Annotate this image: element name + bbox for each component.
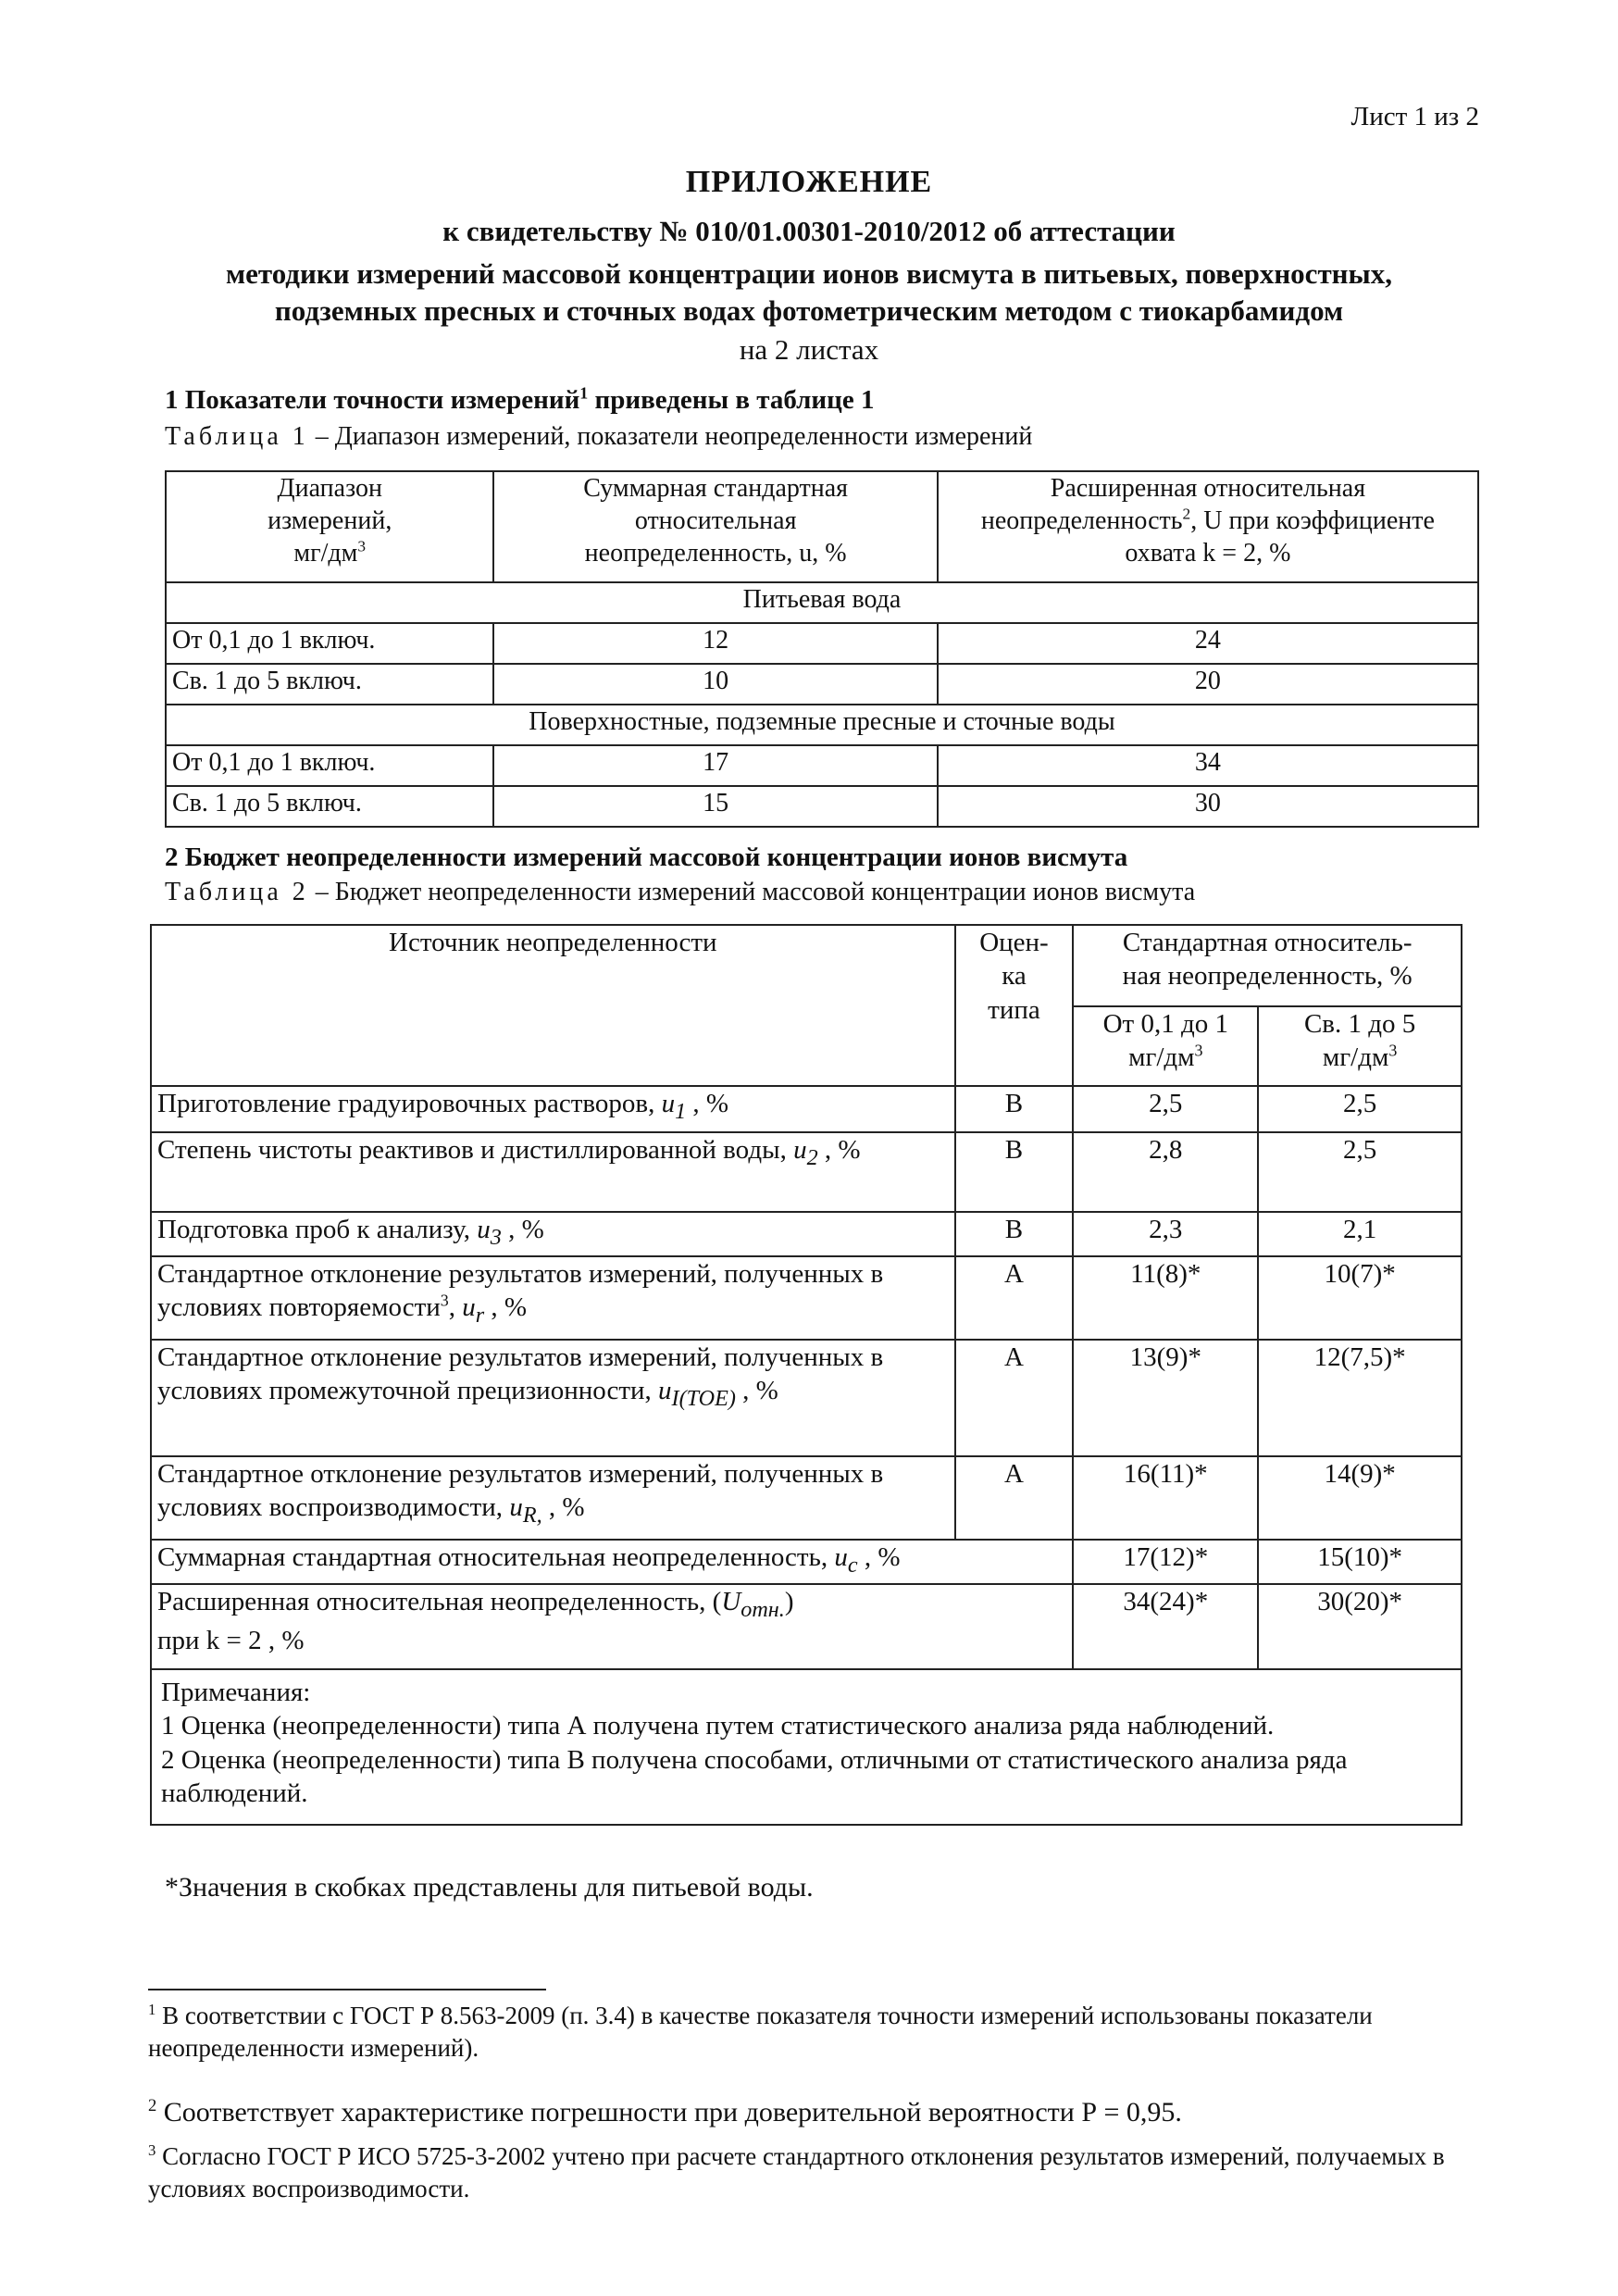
method-line-2: подземных пресных и сточных водах фотометрическим методом с тиокарбамидом [274,294,1344,327]
section1-heading-tail: приведены в таблице 1 [588,385,875,415]
value-cell: 11(8)* [1073,1256,1258,1340]
table-row [166,623,1478,664]
range-cell: От 0,1 до 1 включ. [166,623,493,664]
type-cell: В [955,1212,1074,1256]
notes-title: Примечания: [161,1678,311,1707]
footnote-item: $^2$ Соответствует характеристике погрешности при доверительной вероятности Р = 0,95. [148,2096,1182,2128]
table-row [151,1086,1462,1132]
table1-caption-text: – Диапазон измерений, показатели неопределенности измерений [308,422,1033,451]
table1-caption-label: Таблица 1 [165,422,309,451]
value-cell: 2,5 [1258,1132,1462,1212]
type-cell: А [955,1256,1074,1340]
u-cell: 10 [493,664,937,705]
col-range1-header: От 0,1 до 1 $мг/дм^3$ [1073,1006,1258,1086]
range-cell: От 0,1 до 1 включ. [166,745,493,786]
method-line-1: методики измерений массовой концентрации ионов висмута в питьевых, поверхностных, [226,257,1392,290]
source-cell: Стандартное отклонение результатов измерений, полученных в условиях промежуточной прецизионности, $u_{I(TOE)}$ , % [151,1340,955,1456]
group-row [166,582,1478,623]
range-header: Диапазон измерений, $мг/дм^3$ [166,471,493,582]
table-row [151,1132,1462,1212]
certificate-line: к свидетельству № 010/01.00301-2010/2012 об аттестации [442,215,1176,247]
u-cell: 12 [493,623,937,664]
table-row [151,1256,1462,1340]
table2-caption-label: Таблица 2 [165,878,309,906]
section2-heading: 2 Бюджет неопределенности измерений массовой концентрации ионов висмута [165,842,1128,872]
U-cell: 34 [938,745,1478,786]
notes-row [151,1669,1462,1825]
expanded-row [151,1584,1462,1669]
u-cell: 17 [493,745,937,786]
value-cell: 13(9)* [1073,1340,1258,1456]
accuracy-table [165,470,1479,828]
value-cell: 2,5 [1258,1086,1462,1132]
range-cell: Св. 1 до 5 включ. [166,664,493,705]
value-cell: 34(24)* [1073,1584,1258,1669]
uncertainty-budget-table [150,924,1462,1826]
value-cell: 2,8 [1073,1132,1258,1212]
footnote-item: $^3$ Согласно ГОСТ Р ИСО 5725-3-2002 учтено при расчете стандартного отклонения результатов измерений, получаемых в условиях воспроизводимости. [148,2141,1445,2203]
U-cell: 30 [938,786,1478,827]
table-header-row [166,471,1478,582]
sheet-number: Лист 1 из 2 [1350,102,1479,131]
u-cell: 15 [493,786,937,827]
footnote-ref: 1 [579,383,589,403]
value-cell: 15(10)* [1258,1540,1462,1584]
value-cell: 17(12)* [1073,1540,1258,1584]
U-cell: 24 [938,623,1478,664]
source-cell: Подготовка проб к анализу, $u_3$ , % [151,1212,955,1256]
footnote-item: $^1$ В соответствии с ГОСТ Р 8.563-2009 (п. 3.4) в качестве показателя точности измерений использованы показатели неопределенности измерений). [148,2001,1373,2063]
sum-label-cell: Суммарная стандартная относительная неопределенность, $u_c$ , % [151,1540,1073,1584]
table-row [151,1340,1462,1456]
table-row [166,745,1478,786]
section1-heading [165,385,874,416]
table1-caption [165,422,1032,452]
group-drinking-water: Питьевая вода [166,582,1478,623]
value-cell: 2,3 [1073,1212,1258,1256]
table-row [166,786,1478,827]
group-surface-water: Поверхностные, подземные пресные и сточные воды [166,705,1478,745]
table2-caption-text: – Бюджет неопределенности измерений массовой концентрации ионов висмута [308,878,1196,906]
footnote-divider [148,1989,546,1990]
source-cell: Стандартное отклонение результатов измерений, полученных в условиях повторяемости$^3$, $u_r$ , % [151,1256,955,1340]
note-item: 1 Оценка (неопределенности) типа А получена путем статистического анализа ряда наблюдений. [161,1711,1275,1741]
group-row [166,705,1478,745]
notes-cell [151,1669,1462,1825]
value-cell: 16(11)* [1073,1456,1258,1540]
table-row [166,664,1478,705]
value-cell: 2,1 [1258,1212,1462,1256]
table-row [151,1456,1462,1540]
col-range2-header: Св. 1 до 5 $мг/дм^3$ [1258,1006,1462,1086]
pages-count: на 2 листах [739,333,879,366]
source-header: Источник неопределенности [151,925,955,1086]
type-cell: В [955,1086,1074,1132]
source-cell: Приготовление градуировочных растворов, $u_1$ , % [151,1086,955,1132]
table-header-row [151,925,1462,1006]
type-header: Оцен- ка типа [955,925,1074,1086]
section1-heading-text: 1 Показатели точности измерений [165,385,580,415]
expanded-uncertainty-header: Расширенная относительная неопределенность$^2$, U при коэффициенте охвата k = 2, % [938,471,1478,582]
value-cell: 30(20)* [1258,1584,1462,1669]
value-cell: 10(7)* [1258,1256,1462,1340]
sum-row [151,1540,1462,1584]
type-cell: А [955,1456,1074,1540]
table-row [151,1212,1462,1256]
source-cell: Степень чистоты реактивов и дистиллированной воды, $u_2$ , % [151,1132,955,1212]
value-cell: 12(7,5)* [1258,1340,1462,1456]
std-uncertainty-header: Стандартная относитель- ная неопределенность, % [1073,925,1462,1006]
type-cell: В [955,1132,1074,1212]
table2-caption [165,878,1195,907]
source-cell: Стандартное отклонение результатов измерений, полученных в условиях воспроизводимости, $u_{R,}$ , % [151,1456,955,1540]
value-cell: 14(9)* [1258,1456,1462,1540]
U-cell: 20 [938,664,1478,705]
range-cell: Св. 1 до 5 включ. [166,786,493,827]
value-cell: 2,5 [1073,1086,1258,1132]
combined-uncertainty-header: Суммарная стандартная относительная неопределенность, u, % [493,471,937,582]
star-note: *Значения в скобках представлены для питьевой воды. [165,1872,814,1903]
document-title: ПРИЛОЖЕНИЕ [685,165,933,199]
expanded-label-cell: Расширенная относительная неопределенность, $(U_{отн.})$ при k = 2 , % [151,1584,1073,1669]
type-cell: А [955,1340,1074,1456]
note-item: 2 Оценка (неопределенности) типа В получена способами, отличными от статистического анализа ряда наблюдений. [161,1744,1348,1808]
